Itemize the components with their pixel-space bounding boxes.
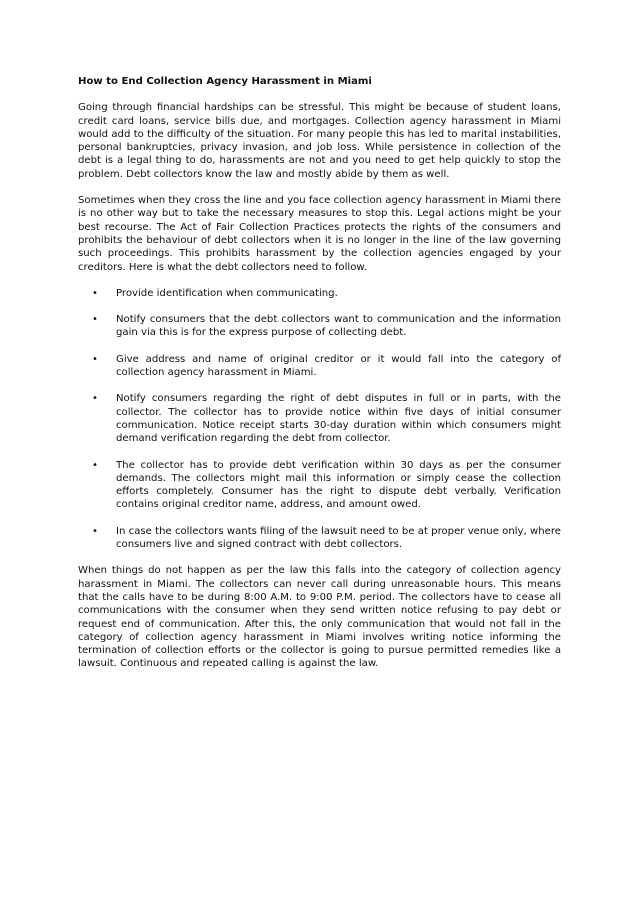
list-item-text: The collector has to provide debt verification within 30 days as per the consumer demands. The collectors might mail this information or simply cease the collection efforts completely. Consumer has the right to dispute debt verbally. Verification contains original creditor name, address, and amount owed. (116, 459, 561, 511)
requirements-list (78, 287, 561, 551)
bullet-icon: • (92, 353, 98, 365)
paragraph-intro: Going through financial hardships can be stressful. This might be because of student loans, credit card loans, service bills due, and mortgages. Collection agency harassment in Miami would add to the difficulty of the situation. For many people this has led to marital instabilities, personal bankruptcies, privacy invasion, and job loss. While persistence in collection of the debt is a legal thing to do, harassments are not and you need to get help quickly to stop the problem. Debt collectors know the law and mostly abide by them as well. (78, 102, 561, 180)
paragraph-closing: When things do not happen as per the law this falls into the category of collection agency harassment in Miami. The collectors can never call during unreasonable hours. This means that the calls have to be during 8:00 A.M. to 9:00 P.M. period. The collectors have to cease all communications with the consumer when they send written notice refusing to pay debt or request end of communication. After this, the only communication that would not fall in the category of collection agency harassment in Miami involves writing notice informing the termination of collection efforts or the collector is going to pursue permitted remedies like a lawsuit. Continuous and repeated calling is against the law. (78, 565, 561, 670)
list-item-text: Notify consumers regarding the right of debt disputes in full or in parts, with the collector. The collector has to provide notice within five days of initial consumer communication. Notice receipt starts 30-day duration within which consumers might demand verification regarding the debt from collector. (116, 393, 561, 445)
list-item-text: Notify consumers that the debt collectors want to communication and the information gain via this is for the express purpose of collecting debt. (116, 314, 561, 339)
document-page (78, 75, 561, 684)
list-item (78, 313, 561, 340)
list-item-text: Provide identification when communicating. (116, 287, 338, 299)
list-item-text: Give address and name of original creditor or it would fall into the category of collection agency harassment in Miami. (116, 353, 561, 379)
bullet-icon: • (92, 525, 98, 537)
bullet-icon: • (92, 393, 98, 405)
list-item (78, 353, 561, 380)
list-item (78, 525, 561, 552)
list-item-text: In case the collectors wants filing of the lawsuit need to be at proper venue only, where consumers live and signed contract with debt collectors. (116, 525, 561, 551)
bullet-icon: • (92, 459, 98, 471)
list-item (78, 459, 561, 512)
paragraph-legal-actions: Sometimes when they cross the line and you face collection agency harassment in Miami there is no other way but to take the necessary measures to stop this. Legal actions might be your best recourse. The Act of Fair Collection Practices protects the rights of the consumers and prohibits the behaviour of debt collectors when it is no longer in the line of the law governing such proceedings. This prohibits harassment by the collection agencies engaged by your creditors. Here is what the debt collectors need to follow. (78, 195, 561, 273)
bullet-icon: • (92, 287, 98, 299)
list-item (78, 392, 561, 445)
list-item (78, 287, 561, 300)
document-title: How to End Collection Agency Harassment in Miami (78, 76, 372, 87)
bullet-icon: • (92, 314, 98, 326)
